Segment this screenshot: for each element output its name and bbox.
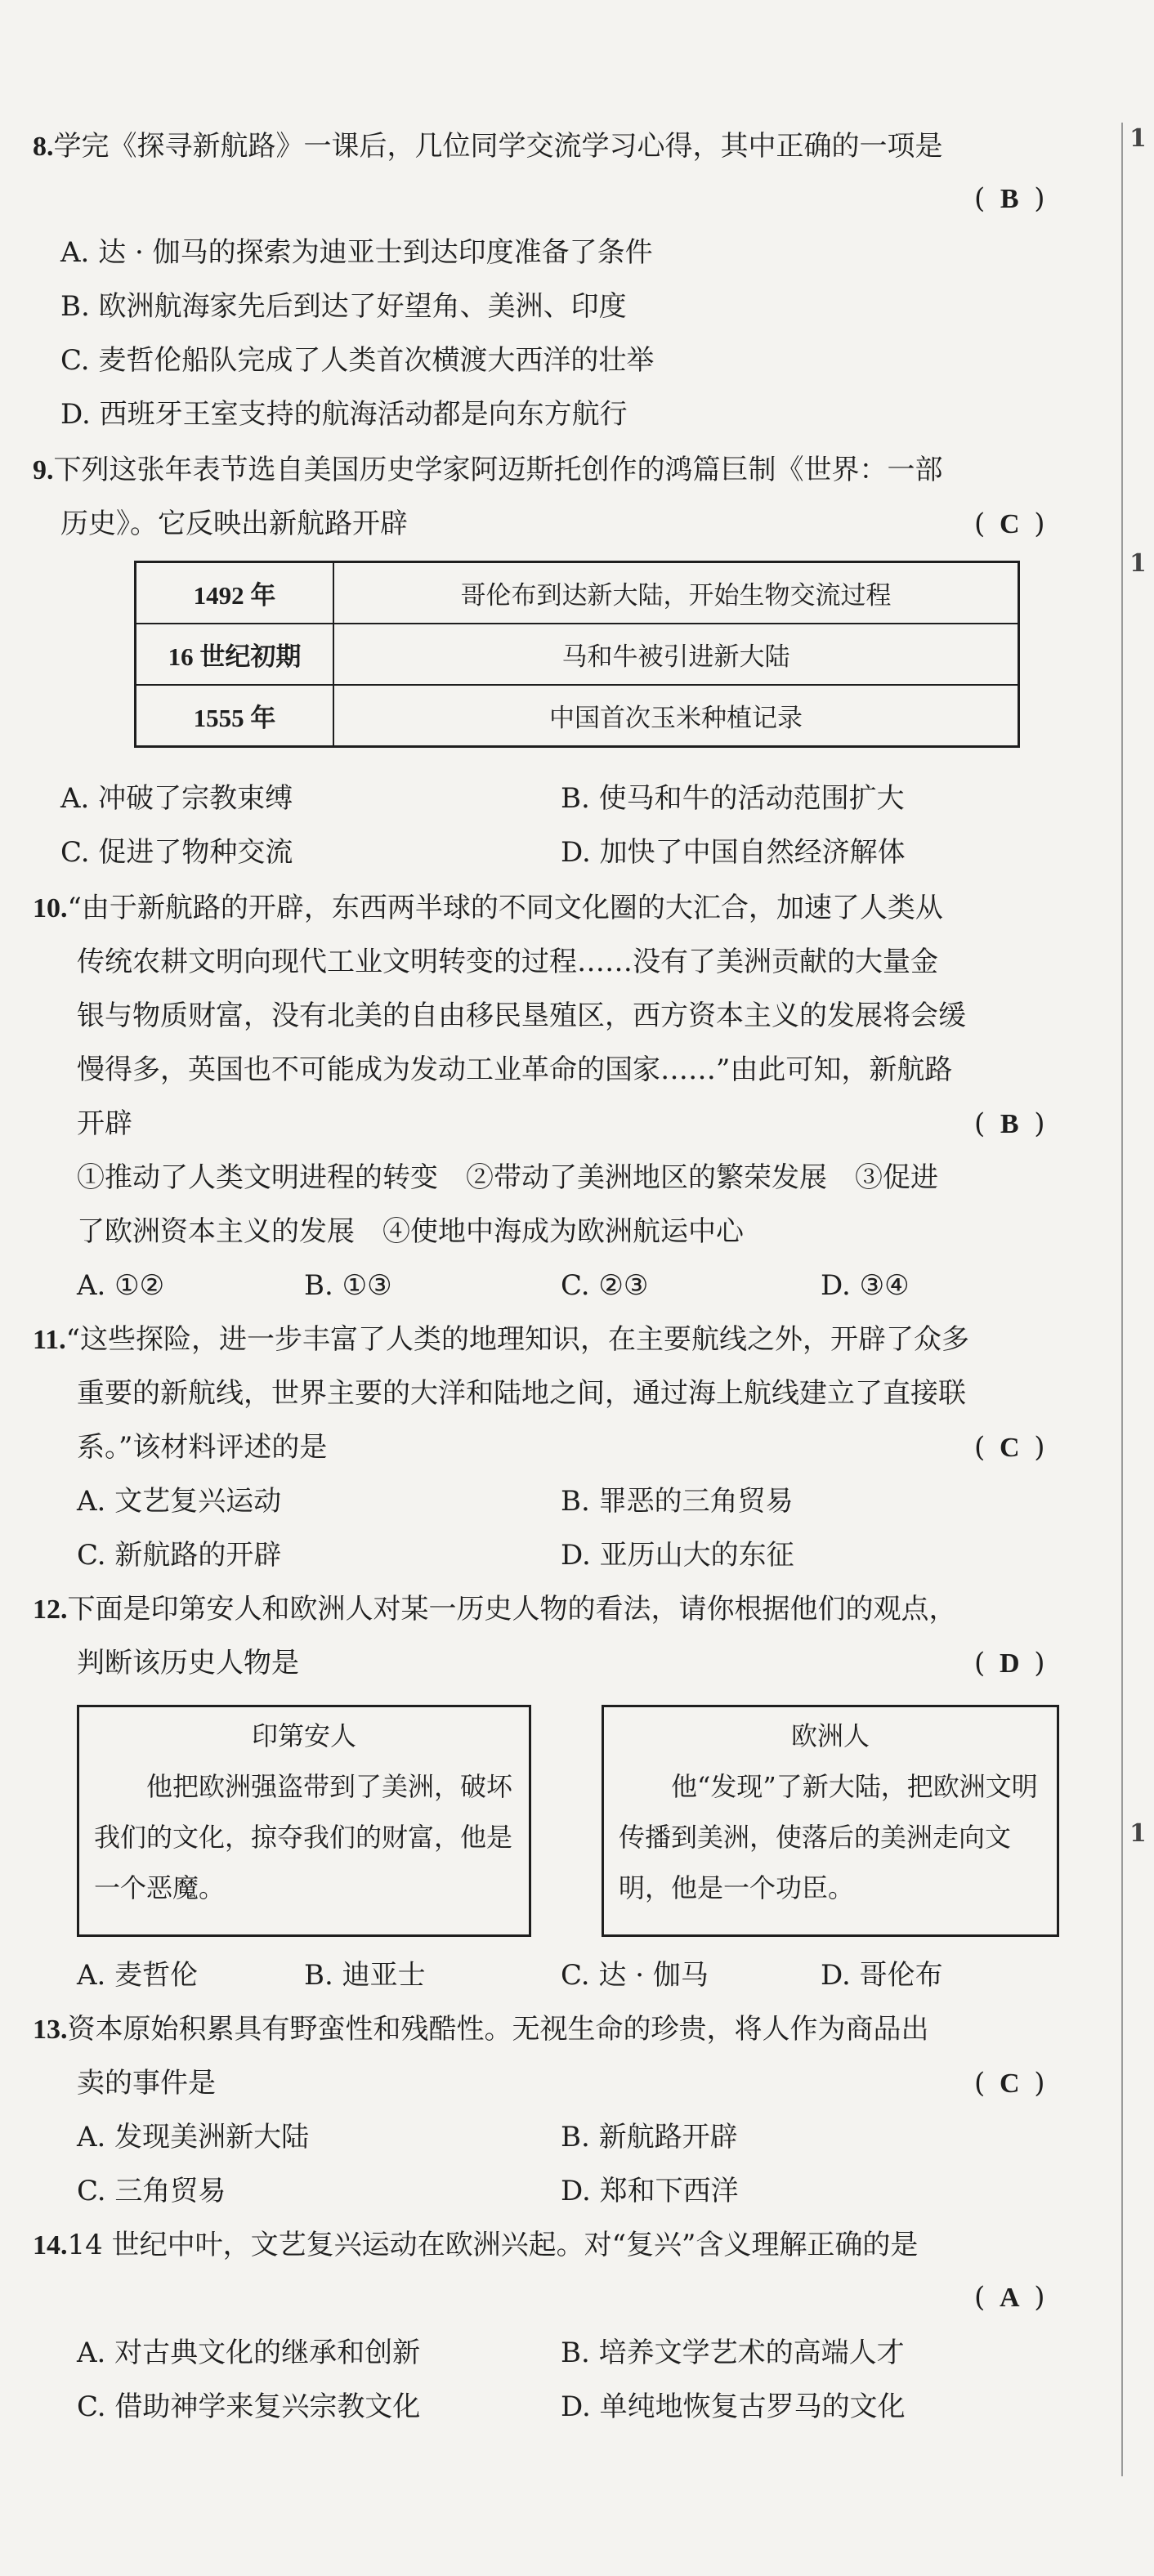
box-body: 他把欧洲强盗带到了美洲，破坏我们的文化，掠夺我们的财富，他是一个恶魔。 — [94, 1771, 513, 1903]
table-row — [136, 562, 1019, 624]
q9-option-b: B. 使马和牛的活动范围扩大 — [561, 782, 905, 815]
q11-option-c: C. 新航路的开辟 — [77, 1539, 282, 1572]
q11-number: 11. — [33, 1325, 66, 1355]
q9-stem: 9.下列这张年表节选自美国历史学家阿迈斯托创作的鸿篇巨制《世界：一部 — [33, 454, 943, 486]
q14-option-a: A. 对古典文化的继承和创新 — [77, 2337, 421, 2369]
q10-stem-line: 银与物质财富，没有北美的自由移民垦殖区，西方资本主义的发展将会缓 — [77, 1000, 966, 1032]
q13-option-a: A. 发现美洲新大陆 — [77, 2121, 310, 2153]
q10-statements: ①推动了人类文明进程的转变 ②带动了美洲地区的繁荣发展 ③促进 — [77, 1161, 938, 1194]
box-title: 欧洲人 — [790, 1720, 870, 1751]
q9-stem-line2: 历史》。它反映出新航路开辟 — [60, 508, 408, 540]
margin-mark: 1 — [1129, 1819, 1147, 1848]
q14-answer: ( A ) — [974, 2281, 1045, 2314]
q11-answer: ( C ) — [974, 1431, 1045, 1464]
q13-option-c: C. 三角贸易 — [77, 2175, 226, 2207]
q12-option-b: B. 迪亚士 — [304, 1959, 426, 1992]
q12-european-view-box — [602, 1705, 1059, 1937]
table-cell-event: 马和牛被引进新大陆 — [333, 624, 1019, 685]
column-divider — [1121, 123, 1123, 2476]
q10-stem: 10.“由于新航路的开辟，东西两半球的不同文化圈的大汇合，加速了人类从 — [33, 892, 943, 924]
q12-option-c: C. 达 · 伽马 — [561, 1959, 709, 1992]
q8-option-a: A. 达 · 伽马的探索为迪亚士到达印度准备了条件 — [60, 236, 653, 269]
q10-stem-line: 慢得多，英国也不可能成为发动工业革命的国家……”由此可知，新航路 — [77, 1053, 953, 1086]
table-row — [136, 685, 1019, 747]
q12-answer: ( D ) — [974, 1647, 1045, 1679]
q10-option-a: A. ①② — [77, 1269, 165, 1302]
q13-answer: ( C ) — [974, 2067, 1045, 2100]
q10-option-b: B. ①③ — [304, 1269, 392, 1302]
q9-timeline-table — [134, 561, 1020, 748]
margin-mark: 1 — [1129, 549, 1147, 578]
q11-stem-line: 重要的新航线，世界主要的大洋和陆地之间，通过海上航线建立了直接联 — [77, 1377, 966, 1410]
q10-option-c: C. ②③ — [561, 1269, 649, 1302]
q11-option-b: B. 罪恶的三角贸易 — [561, 1485, 794, 1518]
q13-stem-line2: 卖的事件是 — [77, 2067, 216, 2100]
q9-answer: ( C ) — [974, 508, 1045, 540]
q12-stem: 12.下面是印第安人和欧洲人对某一历史人物的看法，请你根据他们的观点， — [33, 1593, 957, 1626]
q10-number: 10. — [33, 893, 68, 924]
q10-stem-line: 传统农耕文明向现代工业文明转变的过程……没有了美洲贡献的大量金 — [77, 946, 938, 978]
box-title: 印第安人 — [251, 1720, 356, 1751]
margin-mark: 1 — [1129, 124, 1147, 153]
q14-stem: 14.14 世纪中叶，文艺复兴运动在欧洲兴起。对“复兴”含义理解正确的是 — [33, 2229, 919, 2261]
q14-option-b: B. 培养文学艺术的高端人才 — [561, 2337, 905, 2369]
q13-stem: 13.资本原始积累具有野蛮性和残酷性。无视生命的珍贵，将人作为商品出 — [33, 2013, 929, 2046]
q10-stem-line: 开辟 — [77, 1107, 132, 1140]
q11-stem: 11.“这些探险，进一步丰富了人类的地理知识，在主要航线之外，开辟了众多 — [33, 1323, 970, 1356]
q8-option-b: B. 欧洲航海家先后到达了好望角、美洲、印度 — [60, 290, 627, 323]
table-cell-event: 哥伦布到达新大陆，开始生物交流过程 — [333, 562, 1019, 624]
q8-option-c: C. 麦哲伦船队完成了人类首次横渡大西洋的壮举 — [60, 344, 655, 377]
table-cell-year: 1555 年 — [136, 685, 334, 747]
q12-indian-view-box — [77, 1705, 531, 1937]
q11-option-d: D. 亚历山大的东征 — [561, 1539, 794, 1572]
table-row — [136, 624, 1019, 685]
q11-stem-line: 系。”该材料评述的是 — [77, 1431, 328, 1464]
q13-option-b: B. 新航路开辟 — [561, 2121, 738, 2153]
q9-option-a: A. 冲破了宗教束缚 — [60, 782, 293, 815]
q13-number: 13. — [33, 2015, 68, 2045]
q12-option-a: A. 麦哲伦 — [77, 1959, 199, 1992]
q13-option-d: D. 郑和下西洋 — [561, 2175, 739, 2207]
q10-answer: ( B ) — [974, 1107, 1045, 1140]
q10-statements-line2: 了欧洲资本主义的发展 ④使地中海成为欧洲航运中心 — [77, 1215, 744, 1248]
q12-option-d: D. 哥伦布 — [821, 1959, 943, 1992]
table-cell-year: 16 世纪初期 — [136, 624, 334, 685]
q9-option-d: D. 加快了中国自然经济解体 — [561, 836, 906, 869]
q14-number: 14. — [33, 2230, 68, 2261]
q11-option-a: A. 文艺复兴运动 — [77, 1485, 282, 1518]
q9-number: 9. — [33, 455, 54, 485]
q9-option-c: C. 促进了物种交流 — [60, 836, 293, 869]
q14-option-c: C. 借助神学来复兴宗教文化 — [77, 2390, 421, 2423]
q8-answer: ( B ) — [974, 182, 1045, 215]
q14-option-d: D. 单纯地恢复古罗马的文化 — [561, 2390, 906, 2423]
box-body: 他“发现”了新大陆，把欧洲文明传播到美洲，使落后的美洲走向文明，他是一个功臣。 — [619, 1771, 1038, 1903]
q12-stem-line2: 判断该历史人物是 — [77, 1647, 299, 1679]
q8-option-d: D. 西班牙王室支持的航海活动都是向东方航行 — [60, 398, 628, 431]
table-cell-year: 1492 年 — [136, 562, 334, 624]
table-cell-event: 中国首次玉米种植记录 — [333, 685, 1019, 747]
q8-stem: 8.学完《探寻新航路》一课后，几位同学交流学习心得，其中正确的一项是 — [33, 130, 943, 163]
q10-option-d: D. ③④ — [821, 1269, 910, 1302]
q8-number: 8. — [33, 132, 54, 162]
q12-number: 12. — [33, 1594, 68, 1625]
